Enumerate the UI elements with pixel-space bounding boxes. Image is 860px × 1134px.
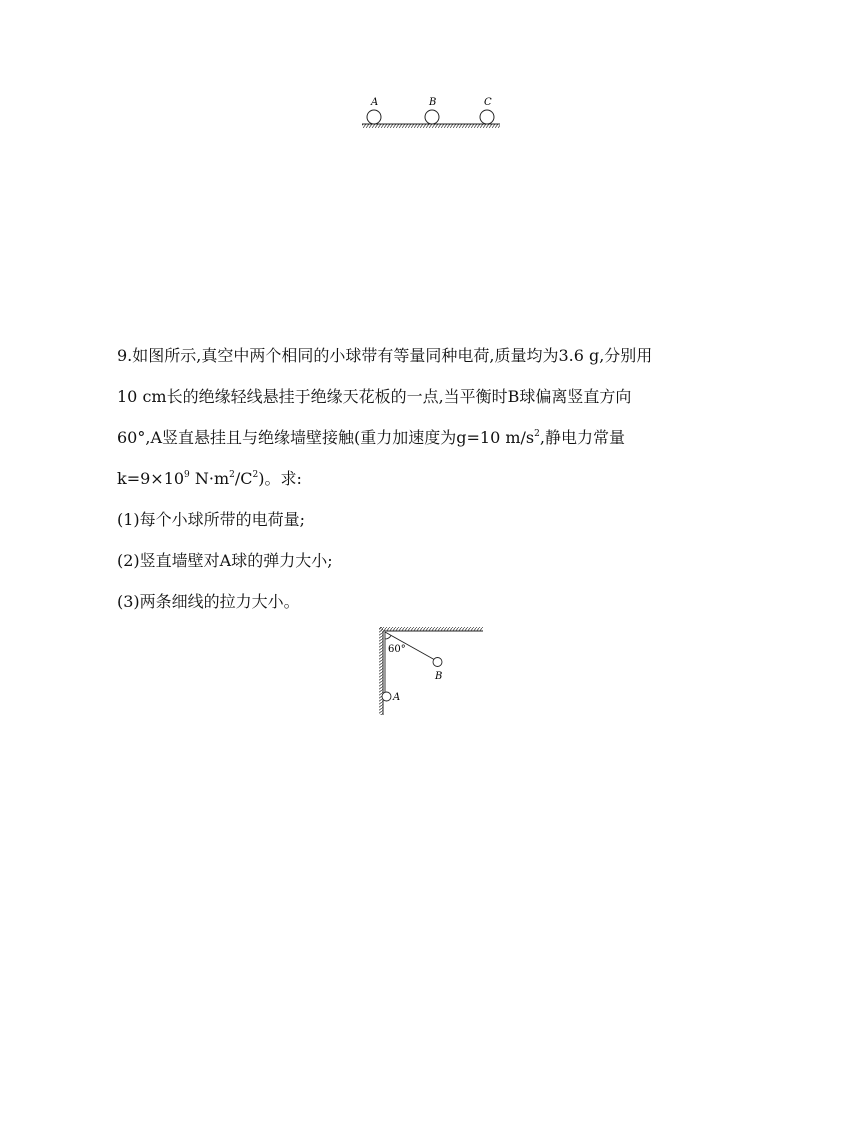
- problem-line-3: [117, 424, 757, 452]
- ball-c: [480, 110, 494, 124]
- label-b: B: [429, 97, 437, 108]
- suspended-balls-figure: [374, 624, 486, 718]
- exponent: 2: [229, 470, 235, 480]
- exponent: 9: [184, 470, 190, 480]
- ball-a: [382, 692, 391, 701]
- label-b: B: [435, 671, 443, 682]
- ball-b: [425, 110, 439, 124]
- problem-text: [117, 342, 757, 629]
- question-3: (3)两条细线的拉力大小。: [117, 592, 300, 611]
- problem-line-4-c: /C: [234, 469, 253, 488]
- angle-arc: [385, 636, 391, 640]
- problem-line-3-a: 60°,A竖直悬挂且与绝缘墙壁接触(重力加速度为g=10 m/s: [117, 428, 535, 447]
- exponent: 2: [252, 470, 259, 480]
- label-a: A: [393, 692, 401, 703]
- ball-a: [367, 110, 381, 124]
- problem-line-3-b: ,静电力常量: [539, 428, 625, 447]
- three-balls-figure: [360, 92, 504, 132]
- ceiling-hatch: [379, 627, 483, 631]
- ground-hatch: [362, 124, 500, 128]
- problem-line-4-a: k=9×10: [117, 469, 185, 488]
- question-2: (2)竖直墙壁对A球的弹力大小;: [117, 551, 333, 570]
- label-c: C: [484, 97, 492, 108]
- question-1: (1)每个小球所带的电荷量;: [117, 510, 306, 529]
- problem-line-4-d: )。求:: [258, 469, 302, 488]
- problem-line-4: [117, 465, 757, 493]
- exponent: 2: [534, 429, 540, 439]
- problem-line-2: 10 cm长的绝缘轻线悬挂于绝缘天花板的一点,当平衡时B球偏离竖直方向: [117, 387, 632, 406]
- problem-line-4-b: N·m: [189, 469, 230, 488]
- wall-hatch: [379, 627, 383, 715]
- angle-label: 60°: [388, 644, 406, 655]
- problem-line-1: 9.如图所示,真空中两个相同的小球带有等量同种电荷,质量均为3.6 g,分别用: [117, 346, 653, 365]
- ball-b: [433, 658, 442, 667]
- label-a: A: [371, 97, 379, 108]
